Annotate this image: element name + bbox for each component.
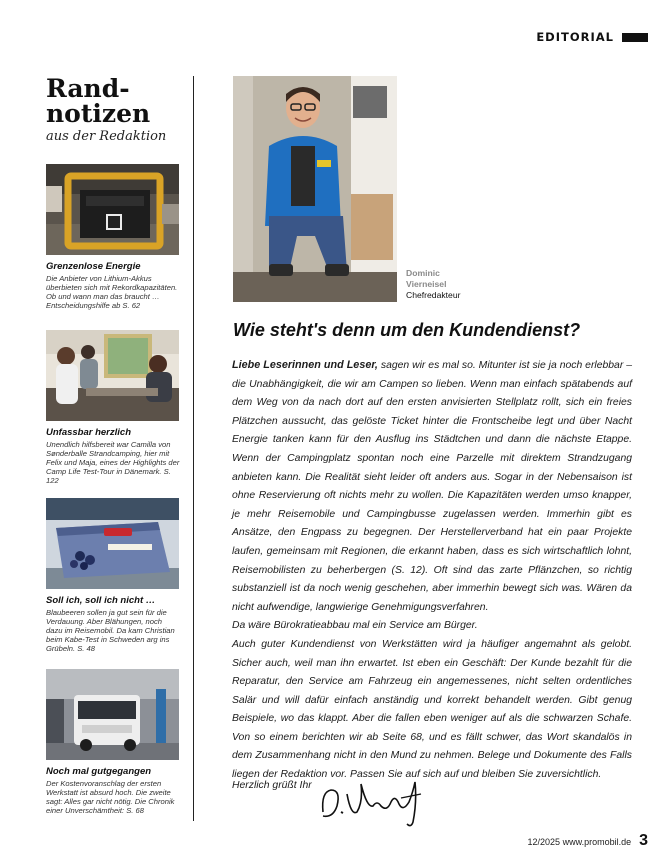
editorial-paragraph-3: Auch guter Kundendienst von Werkstätten wird ja häufiger angemahnt als gelobt. Sicher auch, weil man ihn erwartet. Ist eben ein Geschäft: Der Kunde bezahlt für die Reparatur, den Service am Fahrzeug ein angemessenes, nicht selten ordentliches Salär und will dafür einfach anständig und korrekt behandelt werden. Gibt genug Beispiele, wo das klappt. Aber die fallen eben weniger auf als die schwarzen Schafe. Von so einem berichten wir ab Seite 68, und es fällt schwer, das Wort skandalös in dem Zusammenhang nicht in den Mund zu nehmen. Belege und Dokumente des Falls liegen der Redaktion vor. Passen Sie auf sich auf und bleiben Sie zuversichtlich. <box>232 638 632 781</box>
sidebar-title <box>46 76 180 126</box>
editorial-paragraph-1 <box>232 356 632 617</box>
teaser-item[interactable] <box>46 330 180 485</box>
sidebar-randnotizen <box>46 74 180 816</box>
teaser-text: Die Anbieter von Lithium-Akkus überbieten sich mit Rekordkapazitäten. Ob und wann man das braucht … Entscheidungshilfe ab S. 62 <box>46 274 178 311</box>
page-number: 3 <box>639 832 648 849</box>
section-label <box>536 30 648 44</box>
teaser-text: Unendlich hilfsbereit war Camilla von Sønderballe Strandcamping, hier mit Felix und Maja, eines der Highlights der Camp Life Test-Tour in Dänemark. S. 122 <box>46 440 180 486</box>
handwritten-signature-icon <box>317 772 429 830</box>
teaser-text: Der Kostenvoranschlag der ersten Werkstatt ist absurd hoch. Die zweite sagt: Alles gar nicht nötig. Die Chronik einer Unverschämtheit: S. 68 <box>46 779 175 816</box>
paragraph-1-text: sagen wir es mal so. Mitunter ist sie ja noch erlebbar – die Unabhängigkeit, die wir am Campen so lieben. Wenn man einfach spätabends auf dem Weg von da nach dort auf den ersten anvisierten Stellplatz rollt, sich ein freies Plätzchen aussucht, das gelöste Ticket hinter die Frontscheibe legt und über Nacht Energie tanken kann für den Ausflug ins Städtchen und dann die nächste Etappe. Wenn der Campingplatz spontan noch eine Parzelle mit direktem Strandzugang anbieten kann. Die Realität sieht leider oft anders aus. Sogar in der Nebensaison ist ohne Reservierung oft nichts mehr zu wollen. Die Kapazitäten werden umso knapper, je mehr Reisemobile und Campingbusse zugelassen werden. Immerhin gibt es Ansätze, den Engpass zu begegnen. Der Herstellerverband hat ein paar Projekte laufen, gemeinsam mit Regionen, die erkannt haben, dass es sich wirtschaftlich lohnt, Reisemobilisten zu beherbergen (S. 12). Oft sind das zarte Pflänzchen, so richtig substanziell ist da noch wenig geschehen, aber immerhin bewegt sich was. Wären da nicht aufwendige, langwierige Genehmigungsverfahren. <box>232 360 632 613</box>
section-bar <box>622 33 648 42</box>
teaser-item[interactable] <box>46 164 180 310</box>
lithium-battery-photo-icon <box>46 164 179 255</box>
author-role: Chefredakteur <box>406 290 461 300</box>
portrait-caption <box>406 268 460 301</box>
blueberry-tea-photo-icon <box>46 498 179 589</box>
editorial-headline: Wie steht's denn um den Kundendienst? <box>233 320 581 340</box>
footer-issue-url[interactable]: 12/2025 www.promobil.de <box>527 837 632 847</box>
salutation: Liebe Leserinnen und Leser, <box>232 359 378 371</box>
editorial-paragraph-2: Da wäre Bürokratieabbau mal ein Service am Bürger. <box>232 620 478 632</box>
editorial-body <box>232 356 632 785</box>
teaser-item[interactable] <box>46 498 180 653</box>
campsite-reception-photo-icon <box>46 330 179 421</box>
closing-line: Herzlich grüßt Ihr <box>232 780 312 791</box>
page-footer <box>528 832 648 850</box>
author-first-name: Dominic <box>406 268 440 278</box>
sidebar-title-line1: Rand- <box>46 74 130 103</box>
teaser-title: Unfassbar herzlich <box>46 427 131 438</box>
sidebar-title-line2: notizen <box>46 99 151 128</box>
teaser-title: Grenzenlose Energie <box>46 261 141 272</box>
author-last-name: Vierneisel <box>406 279 447 289</box>
column-divider <box>193 76 194 821</box>
teaser-text: Blaubeeren sollen ja gut sein für die Verdauung. Aber Blähungen, noch dazu im Reisemobil. Da kam Christian beim Kabe-Test in Schweden arg ins Grübeln. S. 48 <box>46 608 175 654</box>
section-label-text: EDITORIAL <box>536 30 614 44</box>
teaser-item[interactable] <box>46 669 180 815</box>
teaser-title: Noch mal gutgegangen <box>46 766 152 777</box>
sidebar-subtitle: aus der Redaktion <box>46 129 167 144</box>
workshop-van-photo-icon <box>46 669 179 760</box>
author-portrait-photo-icon <box>233 76 397 302</box>
teaser-title: Soll ich, soll ich nicht … <box>46 595 156 606</box>
